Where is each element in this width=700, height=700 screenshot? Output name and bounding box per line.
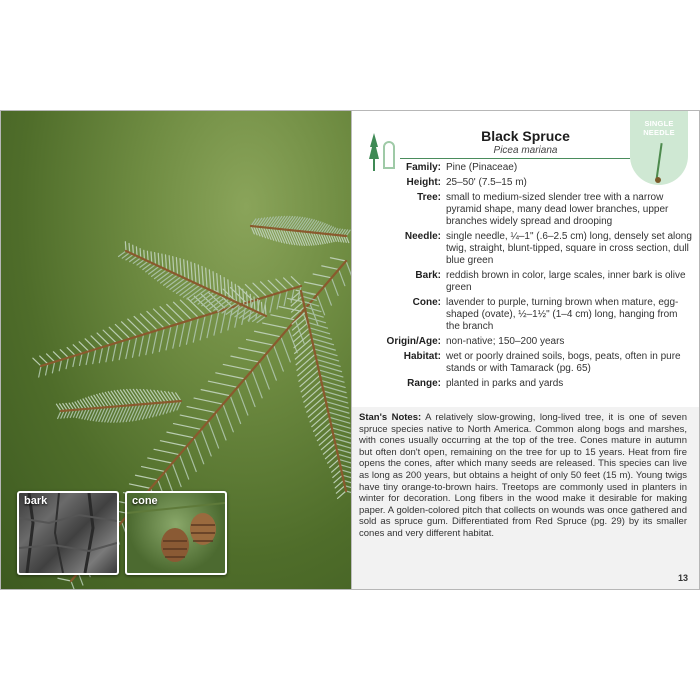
fact-row-habitat: [352, 351, 692, 375]
species-title: Black Spruce: [481, 128, 570, 144]
needle-type-label: [630, 119, 688, 137]
fact-row-range: [352, 378, 692, 390]
fact-row-needle: [352, 231, 692, 267]
fact-value: wet or poorly drained soils, bogs, peats, often in pure stands or with Tamarack (pg. 65): [446, 351, 681, 374]
text-page: [352, 111, 699, 589]
scientific-name: Picea mariana: [493, 145, 558, 156]
bark-label: bark: [24, 495, 48, 507]
fact-value: single needle, ¼–1" (.6–2.5 cm) long, densely set along twig, straight, blunt-tipped, square in cross section, dull blue green: [446, 231, 692, 266]
fact-value: 25–50' (7.5–15 m): [446, 177, 527, 188]
page-number: 13: [677, 573, 688, 583]
fact-label: Tree:: [417, 192, 441, 203]
fact-label: Cone:: [412, 297, 441, 308]
fact-label: Family:: [405, 162, 441, 173]
fact-row-height: [352, 177, 692, 189]
fact-row-tree: [352, 192, 692, 228]
fact-value: planted in parks and yards: [446, 378, 564, 389]
stans-notes-box: [352, 407, 699, 589]
notes-text: A relatively slow-growing, long-lived tree, it is one of seven spruce species native to North America. Common along bogs and marshes, with cones usually occurring at the top of the tree. Cones mature in autumn but often don't open, remaining on the tree for up to 15 years. Heat from fire opens the cones, after which many seeds are released. This species can live as long as 200 years, but obtains a height of only 50 feet (15 m). Young twigs have tiny orange-to-brown hairs. Treetops are commonly used in planters in winter for decoration. Long fibers in the wood make it desirable for making paper. A golden-colored pitch that collects on wounds was once gathered and sold as spruce gum. Differentiated from Red Spruce (pg. 29) by its smaller cones and very different habitat.: [359, 412, 688, 539]
needle-type-line2: NEEDLE: [643, 128, 675, 137]
fact-label: Height:: [406, 177, 441, 188]
fact-row-origin-age: [352, 336, 692, 348]
notes-heading: Stan's Notes:: [359, 412, 422, 423]
cone-label: cone: [132, 495, 158, 507]
fact-value: non-native; 150–200 years: [446, 336, 565, 347]
title-rule: [400, 158, 630, 159]
fact-label: Habitat:: [403, 351, 441, 362]
fact-label: Range:: [407, 378, 441, 389]
fact-row-family: [352, 162, 692, 174]
fact-value: reddish brown in color, large scales, inner bark is olive green: [446, 270, 686, 293]
fact-row-bark: [352, 270, 692, 294]
fact-label: Origin/Age:: [386, 336, 441, 347]
fact-list: [352, 162, 692, 393]
fact-label: Bark:: [415, 270, 441, 281]
photo-page: [1, 111, 351, 589]
stans-notes: [359, 412, 687, 540]
fact-value: lavender to purple, turning brown when mature, egg-shaped (ovate), ½–1½" (1–4 cm) long, hanging from the branch: [446, 297, 679, 332]
bark-inset-photo: [17, 491, 119, 575]
fact-label: Needle:: [404, 231, 441, 242]
book-spread: [0, 110, 700, 590]
fact-value: small to medium-sized slender tree with a narrow pyramid shape, many dead lower branches, upper branches widely spread and drooping: [446, 192, 669, 227]
fact-row-cone: [352, 297, 692, 333]
cone-inset-photo: [125, 491, 227, 575]
fact-value: Pine (Pinaceae): [446, 162, 518, 173]
needle-type-line1: SINGLE: [644, 119, 674, 128]
